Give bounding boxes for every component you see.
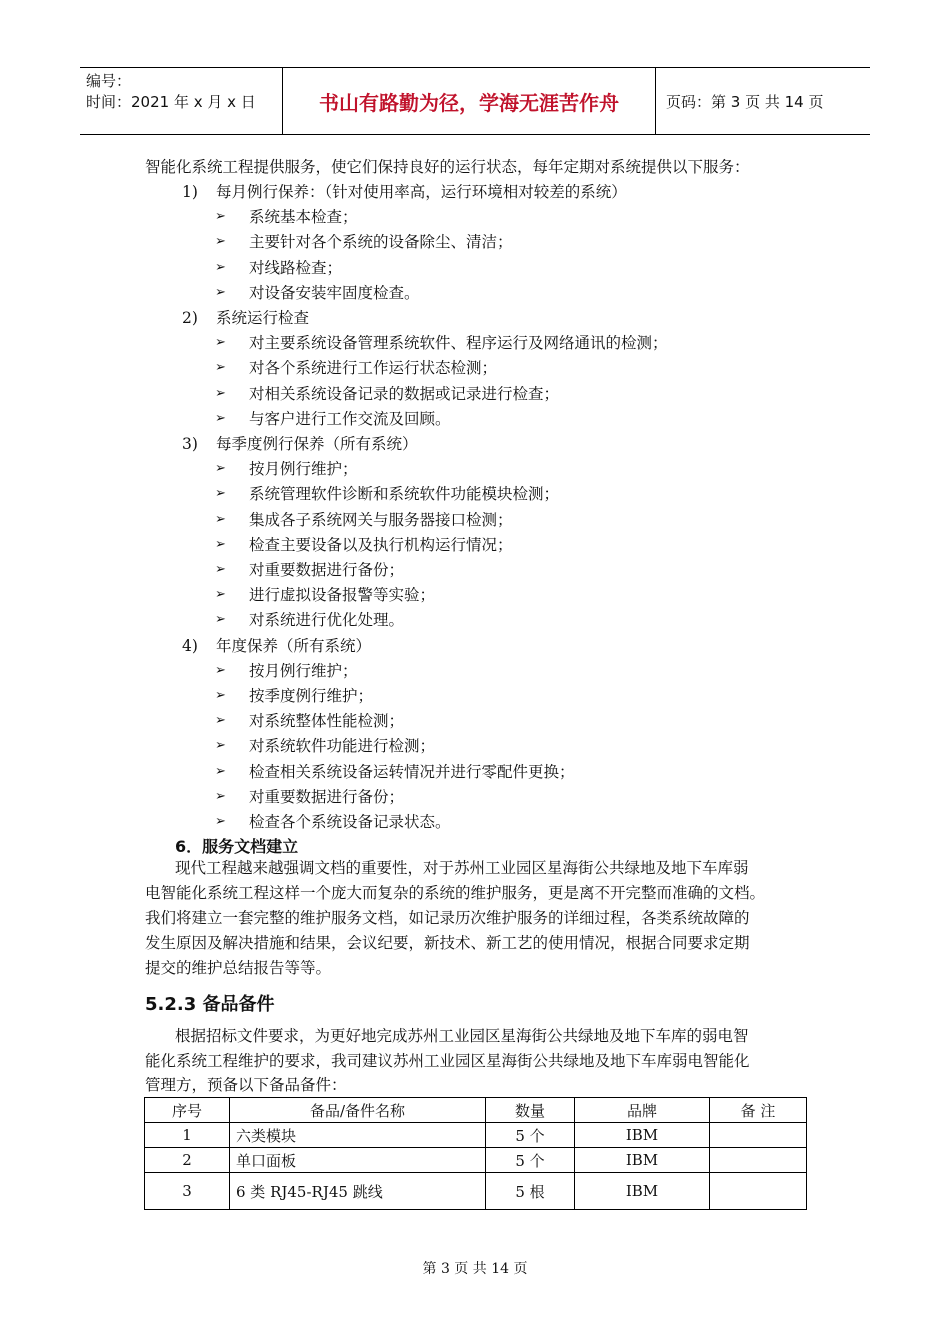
list-item: 检查相关系统设备运转情况并进行零配件更换； — [249, 762, 575, 781]
arrow-bullet-icon: ➢ — [215, 234, 226, 250]
table-row — [145, 1148, 807, 1173]
list-item: 检查各个系统设备记录状态。 — [249, 813, 451, 831]
arrow-bullet-icon: ➢ — [215, 713, 226, 729]
list-item: 对线路检查； — [249, 258, 343, 277]
col-header-quantity: 数量 — [486, 1098, 575, 1123]
table-row — [145, 1173, 807, 1210]
header-meta — [80, 68, 283, 134]
section523-line: 根据招标文件要求，为更好地完成苏州工业园区星海街公共绿地及地下车库的弱电智 — [175, 1027, 749, 1045]
cell-index: 3 — [145, 1173, 230, 1210]
spare-parts-table — [144, 1097, 807, 1210]
arrow-bullet-icon: ➢ — [215, 410, 226, 426]
arrow-bullet-icon: ➢ — [215, 612, 226, 628]
list-item: 进行虚拟设备报警等实验； — [249, 586, 436, 605]
list-item: 对相关系统设备记录的数据或记录进行检查； — [249, 384, 560, 403]
section-title: 系统运行检查 — [216, 309, 310, 327]
arrow-bullet-icon: ➢ — [215, 461, 226, 477]
list-item: 系统管理软件诊断和系统软件功能模块检测； — [249, 485, 560, 504]
section6-line: 提交的维护总结报告等等。 — [145, 959, 332, 977]
col-header-name: 备品/备件名称 — [230, 1098, 486, 1123]
list-item: 按月例行维护； — [249, 661, 358, 680]
cell-name: 六类模块 — [230, 1123, 486, 1148]
list-item: 对重要数据进行备份； — [249, 787, 405, 806]
arrow-bullet-icon: ➢ — [215, 209, 226, 225]
section6-line: 电智能化系统工程这样一个庞大而复杂的系统的维护服务，更是离不开完整而准确的文档。 — [145, 884, 766, 902]
cell-remark — [710, 1123, 807, 1148]
list-item: 按月例行维护； — [249, 460, 358, 479]
list-item: 对各个系统进行工作运行状态检测； — [249, 359, 498, 378]
header-motto: 书山有路勤为径，学海无涯苦作舟 — [283, 68, 656, 134]
cell-quantity: 5 个 — [486, 1123, 575, 1148]
list-item: 对系统软件功能进行检测； — [249, 737, 436, 756]
cell-index: 2 — [145, 1148, 230, 1173]
arrow-bullet-icon: ➢ — [215, 814, 226, 829]
arrow-bullet-icon: ➢ — [215, 385, 226, 401]
section523-heading: 5.2.3 备品备件 — [145, 994, 275, 1015]
section6-line: 发生原因及解决措施和结果，会议纪要，新技术、新工艺的使用情况，根据合同要求定期 — [145, 934, 750, 952]
list-item: 对系统进行优化处理。 — [249, 611, 405, 630]
section-number: 2) — [182, 309, 198, 327]
list-item: 对系统整体性能检测； — [249, 712, 405, 731]
section6-heading: 6．服务文档建立 — [175, 837, 299, 856]
section523-line: 管理方，预备以下备品备件： — [145, 1076, 347, 1094]
arrow-bullet-icon: ➢ — [215, 360, 226, 376]
section-title: 每月例行保养：（针对使用率高，运行环境相对较差的系统） — [216, 183, 627, 201]
arrow-bullet-icon: ➢ — [215, 763, 226, 779]
arrow-bullet-icon: ➢ — [215, 662, 226, 678]
date-label: 时间：2021 年 x 月 x 日 — [86, 93, 256, 111]
list-item: 对主要系统设备管理系统软件、程序运行及网络通讯的检测； — [249, 334, 668, 353]
list-item: 系统基本检查； — [249, 208, 358, 227]
cell-quantity: 5 个 — [486, 1148, 575, 1173]
list-item: 检查主要设备以及执行机构运行情况； — [249, 535, 513, 554]
section-number: 3) — [182, 435, 198, 453]
header-page-info: 页码：第 3 页 共 14 页 — [666, 92, 824, 111]
arrow-bullet-icon: ➢ — [215, 536, 226, 552]
page-footer: 第 3 页 共 14 页 — [422, 1261, 528, 1277]
section-title: 每季度例行保养（所有系统） — [216, 435, 418, 453]
arrow-bullet-icon: ➢ — [215, 486, 226, 502]
col-header-brand: 品牌 — [575, 1098, 710, 1123]
col-header-remark: 备 注 — [710, 1098, 807, 1123]
list-item: 对设备安装牢固度检查。 — [249, 283, 420, 302]
cell-name: 6 类 RJ45-RJ45 跳线 — [230, 1173, 486, 1210]
number-label: 编号： — [86, 72, 132, 90]
cell-brand: IBM — [575, 1173, 710, 1210]
section-number: 4) — [182, 636, 198, 655]
section-title: 年度保养（所有系统） — [216, 636, 372, 655]
list-item: 对重要数据进行备份； — [249, 561, 405, 579]
arrow-bullet-icon: ➢ — [215, 511, 226, 527]
list-item: 与客户进行工作交流及回顾。 — [249, 409, 451, 428]
cell-remark — [710, 1148, 807, 1173]
list-item: 按季度例行维护； — [249, 687, 374, 705]
section6-line: 现代工程越来越强调文档的重要性，对于苏州工业园区星海街公共绿地及地下车库弱 — [175, 859, 749, 877]
arrow-bullet-icon: ➢ — [215, 259, 226, 275]
table-row — [145, 1123, 807, 1148]
arrow-bullet-icon: ➢ — [215, 587, 226, 603]
section-number: 1) — [182, 183, 198, 201]
list-item: 主要针对各个系统的设备除尘、清洁； — [249, 233, 513, 252]
cell-brand: IBM — [575, 1123, 710, 1148]
cell-brand: IBM — [575, 1148, 710, 1173]
cell-quantity: 5 根 — [486, 1173, 575, 1210]
intro-line: 智能化系统工程提供服务，使它们保持良好的运行状态，每年定期对系统提供以下服务： — [145, 158, 750, 176]
arrow-bullet-icon: ➢ — [215, 335, 226, 351]
arrow-bullet-icon: ➢ — [215, 738, 226, 754]
arrow-bullet-icon: ➢ — [215, 788, 226, 804]
list-item: 集成各子系统网关与服务器接口检测； — [249, 510, 513, 529]
section523-line: 能化系统工程维护的要求，我司建议苏州工业园区星海街公共绿地及地下车库弱电智能化 — [145, 1052, 750, 1070]
section6-line: 我们将建立一套完整的维护服务文档，如记录历次维护服务的详细过程，各类系统故障的 — [145, 909, 750, 927]
arrow-bullet-icon: ➢ — [215, 688, 226, 703]
arrow-bullet-icon: ➢ — [215, 562, 226, 577]
arrow-bullet-icon: ➢ — [215, 284, 226, 300]
cell-index: 1 — [145, 1123, 230, 1148]
cell-name: 单口面板 — [230, 1148, 486, 1173]
col-header-index: 序号 — [145, 1098, 230, 1123]
table-header-row — [145, 1098, 807, 1123]
cell-remark — [710, 1173, 807, 1210]
page-header — [80, 67, 870, 135]
